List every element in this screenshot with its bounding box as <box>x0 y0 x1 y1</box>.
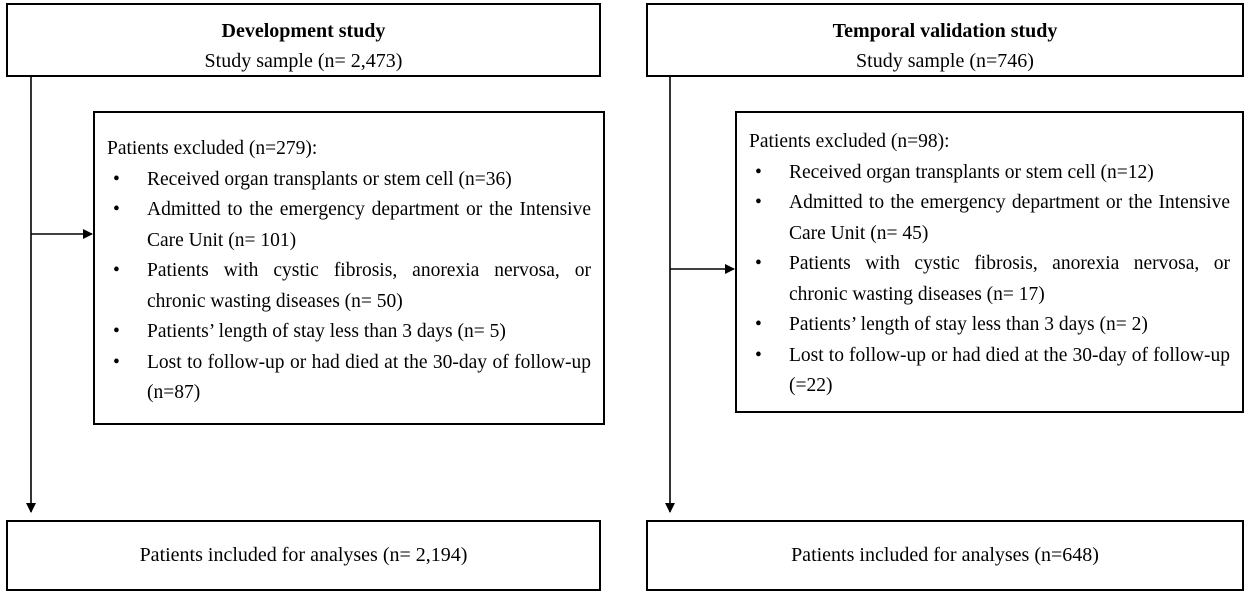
validation-exclusion-item: • Patients’ length of stay less than 3 days (n= 2) <box>749 310 1230 341</box>
development-exclusion-item: • Received organ transplants or stem cell (n=36) <box>107 165 591 196</box>
validation-exclusion-item: • Lost to follow-up or had died at the 30-day of follow-up (=22) <box>749 341 1230 402</box>
bullet: • <box>113 199 120 220</box>
validation-exclusion-item: • Admitted to the emergency department or the Intensive Care Unit (n= 45) <box>749 188 1230 249</box>
development-exclusion-item: • Patients’ length of stay less than 3 days (n= 5) <box>107 317 591 348</box>
bullet: • <box>755 314 762 335</box>
validation-included-text: Patients included for analyses (n=648) <box>791 544 1099 566</box>
validation-study-title: Temporal validation study <box>832 20 1058 42</box>
validation-exclusion-item: • Patients with cystic fibrosis, anorexia nervosa, or chronic wasting diseases (n= 17) <box>749 249 1230 310</box>
development-study-sample: Study sample (n= 2,473) <box>204 50 403 72</box>
bullet: • <box>113 321 120 342</box>
development-study-header-box <box>6 3 601 77</box>
development-exclusion-list <box>107 165 591 409</box>
validation-study-sample: Study sample (n=746) <box>856 50 1034 72</box>
validation-excluded-box <box>735 111 1244 413</box>
bullet: • <box>755 161 762 183</box>
bullet: • <box>113 168 120 190</box>
bullet: • <box>755 192 762 213</box>
development-excluded-heading: Patients excluded (n=279): <box>107 138 318 159</box>
bullet: • <box>755 253 762 274</box>
validation-exclusion-item: • Received organ transplants or stem cell (n=12) <box>749 158 1230 189</box>
validation-study-header-box <box>646 3 1244 77</box>
validation-excluded-heading: Patients excluded (n=98): <box>749 131 950 152</box>
validation-included-box <box>646 520 1244 591</box>
development-exclusion-item: • Patients with cystic fibrosis, anorexia nervosa, or chronic wasting diseases (n= 50) <box>107 256 591 317</box>
development-excluded-box <box>93 111 605 425</box>
validation-exclusion-list <box>749 158 1230 402</box>
development-exclusion-item: • Lost to follow-up or had died at the 30-day of follow-up (n=87) <box>107 348 591 409</box>
development-included-box <box>6 520 601 591</box>
bullet: • <box>755 344 762 366</box>
bullet: • <box>113 351 120 373</box>
development-included-text: Patients included for analyses (n= 2,194) <box>139 544 468 566</box>
bullet: • <box>113 260 120 281</box>
development-exclusion-item: • Admitted to the emergency department or the Intensive Care Unit (n= 101) <box>107 195 591 256</box>
development-study-title: Development study <box>221 20 386 42</box>
